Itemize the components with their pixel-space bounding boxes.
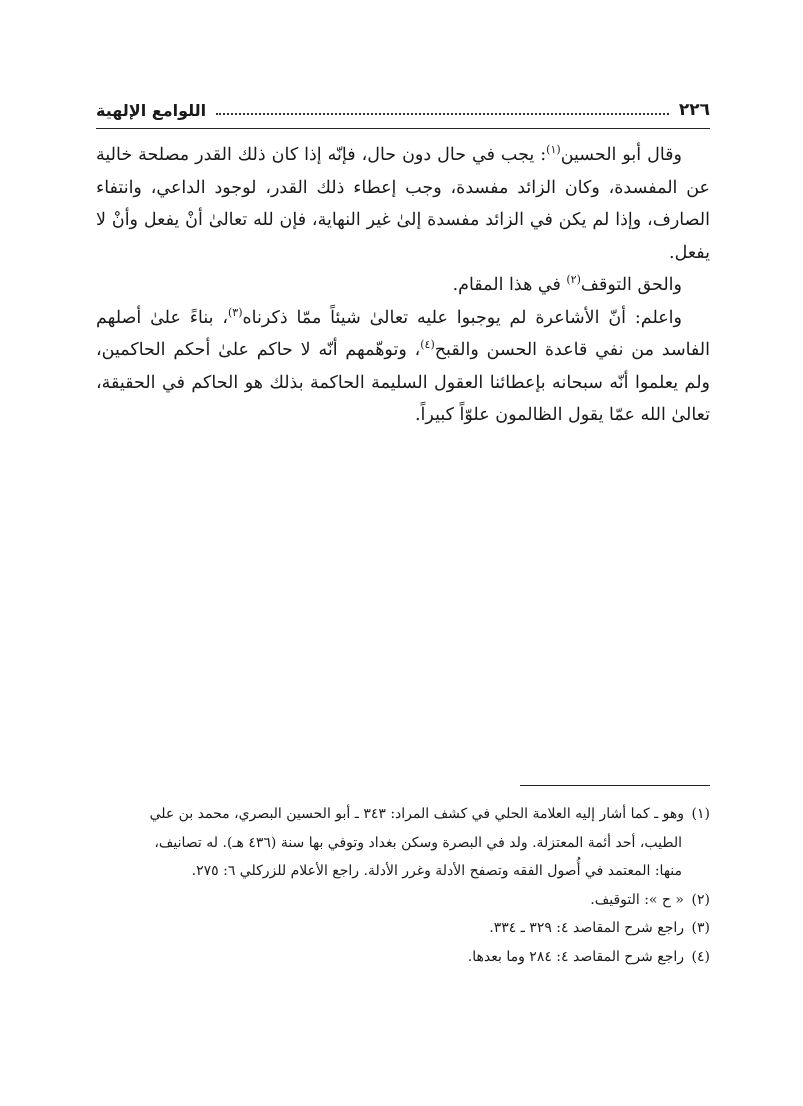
main-text xyxy=(96,139,710,432)
footnote-ref-1[interactable]: (١) xyxy=(546,143,561,157)
footnote-number: (٣) xyxy=(691,920,710,936)
paragraph-text: في هذا المقام. xyxy=(452,275,567,295)
footnote-number: (٢) xyxy=(691,891,710,908)
footnote-text: « ح »: التوقيف. xyxy=(590,891,684,908)
footnote-4 xyxy=(96,943,710,972)
running-title: اللوامع الإلهية xyxy=(96,100,207,120)
paragraph-text: والحق التوقف xyxy=(580,275,682,295)
footnote-1 xyxy=(96,800,710,829)
footnote-2 xyxy=(96,886,710,915)
footnote-ref-2[interactable]: (٢) xyxy=(566,273,581,287)
page-header xyxy=(96,92,710,129)
footnote-text: راجع شرح المقاصد ٤: ٢٨٤ وما بعدها. xyxy=(467,948,684,965)
paragraph-text: ، وتوهّمهم أنّه لا حاكم علىٰ أحكم الحاكمين، ولم يعلموا أنّه سبحانه بإعطائنا العقول السليمة الحاكمة بذلك هو الحاكم في الحقيقة، تعالىٰ الله عمّا يقول الظالمون علوّاً كبيراً. xyxy=(96,340,710,425)
footnote-1-continuation: الطيب، أحد أئمة المعتزلة. ولد في البصرة وسكن بغداد وتوفي بها سنة (٤٣٦ هـ). له تصانيف، xyxy=(154,834,682,851)
footnote-1-continuation: منها: المعتمد في أُصول الفقه وتصفح الأدلة وغرر الأدلة. راجع الأعلام للزركلي ٦: ٢٧٥. xyxy=(191,863,682,879)
paragraph-abu-al-husayn xyxy=(96,139,710,269)
paragraph-text: : يجب في حال دون حال، فإنّه إذا كان ذلك القدر مصلحة خالية عن المفسدة، وكان الزائد مفسدة، وجب إعطاء ذلك القدر، لوجود الداعي، وانتفاء الصارف، وإذا لم يكن في الزائد مفسدة إلىٰ غير النهاية، فإن لله تعالىٰ أنْ يفعل وأنْ لا يفعل. xyxy=(96,145,710,263)
header-dot-leader xyxy=(216,113,669,115)
footnote-text: وهو ـ كما أشار إليه العلامة الحلي في كشف المراد: ٣٤٣ ـ أبو الحسين البصري، محمد بن علي xyxy=(149,806,684,822)
paragraph-truth-suspension xyxy=(96,269,710,302)
paragraph-text: وقال أبو الحسين xyxy=(560,145,682,165)
footnote-3 xyxy=(96,914,710,943)
footnote-text: راجع شرح المقاصد ٤: ٣٢٩ ـ ٣٣٤. xyxy=(489,920,684,936)
paragraph-text: ، بناءً علىٰ أصلهم الفاسد من نفي قاعدة الحسن والقبح xyxy=(96,307,710,360)
page-number: ٢٢٦ xyxy=(678,100,710,120)
footnote-ref-4[interactable]: (٤) xyxy=(420,338,435,352)
footnote-ref-3[interactable]: (٣) xyxy=(227,305,243,319)
paragraph-ashaira xyxy=(96,302,710,432)
footnote-number: (٤) xyxy=(691,948,710,965)
footnotes xyxy=(96,800,710,971)
paragraph-text: واعلم: أنّ الأشاعرة لم يوجبوا عليه تعالىٰ شيئاً ممّا ذكرناه xyxy=(242,307,682,328)
book-page xyxy=(96,92,710,1092)
footnote-number: (١) xyxy=(691,806,710,822)
footnote-separator xyxy=(520,785,710,786)
